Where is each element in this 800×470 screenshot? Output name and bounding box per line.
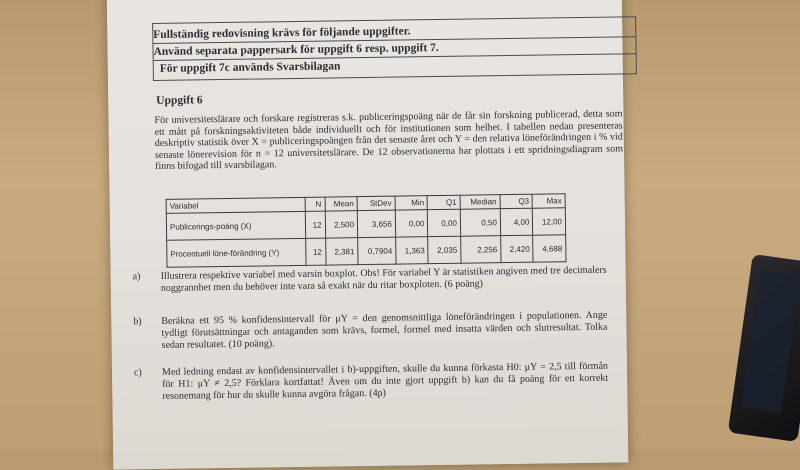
task-intro: För universitetslärare och forskare registreras s.k. publiceringspoäng när de får sin forskning publicerad, detta som ett mått på forskningsaktiviteten både individuellt och för institutionen som helhet. I tabellen nedan presenteras deskriptiv statistik över X = publiceringspoängen från det senaste året och Y = den relativa löneförändringen i % vid senaste lönerevision för n = 12 universitetslärare. De 12 observationerna har plottats i ett spridningsdiagram som finns bifogad till svarsbilagan. — [154, 108, 624, 173]
question-c — [134, 361, 608, 404]
instruction-line: Använd separata pappersark för uppgift 6 resp. uppgift 7. — [153, 37, 635, 61]
question-text: Beräkna ett 95 % konfidensintervall för μY = den genomsnittliga löneförändringen i populationen. Ange tydligt förutsättningar och antaganden som krävs, formel, formel med insatta värden och slutresultat. Tolka sedan resultatet. (10 poäng). — [161, 309, 608, 352]
exam-paper — [107, 0, 629, 470]
question-a — [133, 265, 607, 296]
question-text: Illustrera respektive variabel med varsin boxplot. Obs! För variabel Y är statistiken angiven med tre decimalers noggrannhet men du behöver inte vara så exakt när du ritar boxploten. (6 poäng) — [160, 264, 607, 295]
question-label: c) — [133, 367, 142, 379]
instruction-line: För uppgift 7c används Svarsbilagan — [159, 60, 341, 75]
table-cell: 3,656 — [357, 210, 395, 238]
table-cell: 4,00 — [500, 208, 533, 235]
column-header: Q3 — [500, 194, 533, 208]
column-header: Max — [532, 194, 565, 208]
column-header: Variabel — [166, 197, 306, 213]
table-cell: 2,500 — [325, 211, 358, 238]
column-header: Min — [395, 196, 428, 210]
column-header: Q1 — [428, 195, 461, 209]
instructions-box — [152, 16, 637, 81]
table-cell: 4,688 — [533, 235, 566, 262]
table-cell: Publicerings-poäng (X) — [166, 211, 306, 240]
column-header: Mean — [325, 197, 358, 211]
table-cell: 2,381 — [325, 238, 358, 265]
table-cell: 12 — [306, 211, 326, 238]
instruction-line: Fullständig redovisning krävs för följande uppgifter. — [153, 20, 635, 44]
table-cell: 0,00 — [428, 209, 461, 236]
table-cell: 2,035 — [428, 236, 461, 263]
column-header: StDev — [357, 196, 395, 211]
question-label: a) — [132, 271, 141, 283]
question-label: b) — [133, 316, 142, 328]
question-text: Med ledning endast av konfidensintervallet i b)-uppgiften, skulle du kunna förkasta H0: μY = 2,5 till förmån för H1: μY ≠ 2,5? Förklara kortfattat! Även om du inte gjort uppgift b) kan du få poäng för ett korrekt resonemang för hur du skulle kunna avgöra frågan. (4p) — [161, 360, 609, 403]
table-cell: 0,50 — [460, 209, 500, 237]
table-row — [167, 235, 566, 268]
table-cell: 0,00 — [395, 210, 428, 237]
table-cell: 2,256 — [461, 236, 501, 264]
table-cell: 12,00 — [533, 208, 566, 235]
question-b — [133, 310, 607, 353]
descriptive-stats-table — [166, 193, 567, 268]
task-heading: Uppgift 6 — [156, 94, 203, 107]
column-header: N — [306, 197, 325, 211]
column-header: Median — [460, 195, 500, 210]
table-cell: 1,363 — [396, 237, 429, 264]
table-cell: 2,420 — [501, 235, 534, 262]
table-cell: 12 — [306, 238, 326, 265]
table-cell: Procentuell löne-förändring (Y) — [167, 238, 307, 267]
table-cell: 0,7904 — [358, 237, 396, 265]
